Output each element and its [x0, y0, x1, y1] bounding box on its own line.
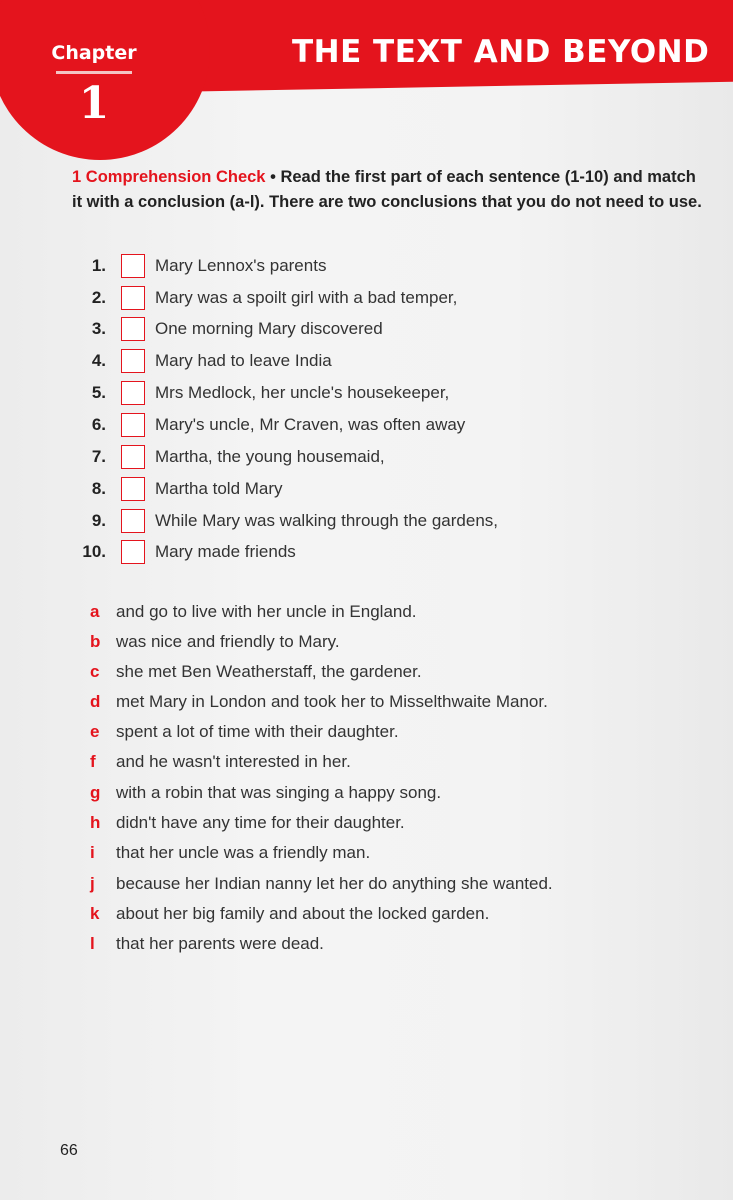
conclusion-text: and he wasn't interested in her. — [116, 752, 351, 771]
answer-box[interactable] — [121, 509, 145, 533]
sentence-text: Mary's uncle, Mr Craven, was often away — [155, 415, 466, 434]
answer-box[interactable] — [121, 477, 145, 501]
conclusion-row — [90, 748, 351, 776]
sentence-row — [72, 411, 465, 439]
conclusion-letter: i — [90, 843, 95, 862]
conclusion-row — [90, 688, 548, 716]
sentence-number: 5. — [91, 383, 106, 402]
sentence-row — [72, 507, 498, 535]
answer-box[interactable] — [121, 540, 145, 564]
conclusion-letter: d — [90, 692, 101, 711]
conclusion-text: that her uncle was a friendly man. — [116, 843, 371, 862]
conclusion-letter: h — [90, 813, 101, 832]
answer-box[interactable] — [121, 317, 145, 341]
conclusion-row — [90, 779, 441, 807]
sentence-text: Martha told Mary — [155, 479, 283, 498]
chapter-label: Chapter — [51, 42, 137, 64]
exercise-number: 1 — [72, 168, 82, 186]
conclusion-letter: k — [90, 904, 100, 923]
answer-box[interactable] — [121, 413, 145, 437]
conclusion-letter: a — [90, 602, 100, 621]
conclusion-letter: g — [90, 783, 101, 802]
answer-box[interactable] — [121, 286, 145, 310]
sentence-text: Mary was a spoilt girl with a bad temper, — [155, 288, 458, 307]
bullet: • — [270, 168, 276, 186]
sentence-row — [72, 284, 457, 312]
chapter-divider — [56, 71, 132, 74]
conclusion-row — [90, 718, 399, 746]
conclusion-row — [90, 628, 340, 656]
conclusion-letter: b — [90, 632, 101, 651]
conclusion-letter: l — [90, 934, 95, 953]
conclusion-letter: c — [90, 662, 100, 681]
sentence-row — [72, 443, 385, 471]
conclusion-text: she met Ben Weatherstaff, the gardener. — [116, 662, 422, 681]
conclusion-row — [90, 658, 422, 686]
conclusion-text: that her parents were dead. — [116, 934, 324, 953]
sentence-text: While Mary was walking through the gardens, — [155, 511, 498, 530]
conclusion-text: spent a lot of time with their daughter. — [116, 722, 399, 741]
sentence-text: Mary Lennox's parents — [155, 256, 327, 275]
sentence-number: 2. — [91, 288, 106, 307]
conclusion-text: didn't have any time for their daughter. — [116, 813, 405, 832]
sentence-row — [72, 379, 449, 407]
conclusion-row — [90, 930, 324, 958]
conclusion-text: because her Indian nanny let her do anything she wanted. — [116, 874, 553, 893]
sentence-number: 1. — [91, 256, 106, 275]
sentence-row — [72, 315, 383, 343]
sentence-text: Mary made friends — [155, 542, 296, 561]
sentence-number: 3. — [91, 319, 106, 338]
sentence-text: Mrs Medlock, her uncle's housekeeper, — [155, 383, 450, 402]
answer-box[interactable] — [121, 381, 145, 405]
sentence-number: 9. — [91, 511, 106, 530]
conclusion-text: about her big family and about the locked garden. — [116, 904, 490, 923]
conclusion-letter: e — [90, 722, 100, 741]
conclusion-row — [90, 809, 405, 837]
sentence-text: Mary had to leave India — [155, 351, 332, 370]
exercise-instructions — [72, 165, 702, 215]
sentence-row — [72, 252, 326, 280]
sentence-number: 10. — [82, 542, 106, 561]
conclusion-letter: j — [90, 874, 95, 893]
sentence-number: 7. — [91, 447, 106, 466]
sentence-number: 6. — [91, 415, 106, 434]
sentence-number: 8. — [91, 479, 106, 498]
conclusion-row — [90, 900, 489, 928]
conclusion-text: met Mary in London and took her to Misselthwaite Manor. — [116, 692, 548, 711]
conclusion-row — [90, 598, 417, 626]
chapter-number: 1 — [78, 78, 110, 129]
answer-box[interactable] — [121, 445, 145, 469]
answer-box[interactable] — [121, 254, 145, 278]
conclusion-letter: f — [90, 752, 96, 771]
sentence-row — [72, 538, 296, 566]
answer-box[interactable] — [121, 349, 145, 373]
sentence-text: One morning Mary discovered — [155, 319, 383, 338]
conclusion-row — [90, 839, 370, 867]
sentence-number: 4. — [91, 351, 106, 370]
conclusion-text: with a robin that was singing a happy song. — [116, 783, 442, 802]
exercise-instruction: Read the first part of each sentence (1-10) and match it with a conclusion (a-l). There are two conclusions that you do not need to use. — [72, 168, 702, 211]
sentence-row — [72, 347, 332, 375]
sentence-row — [72, 475, 283, 503]
page-number: 66 — [60, 1142, 78, 1159]
conclusion-text: was nice and friendly to Mary. — [116, 632, 340, 651]
exercise-heading: Comprehension Check — [85, 168, 266, 186]
conclusion-row — [90, 870, 553, 898]
sentence-text: Martha, the young housemaid, — [155, 447, 385, 466]
page-title: THE TEXT AND BEYOND — [292, 34, 710, 70]
conclusion-text: and go to live with her uncle in England. — [116, 602, 417, 621]
